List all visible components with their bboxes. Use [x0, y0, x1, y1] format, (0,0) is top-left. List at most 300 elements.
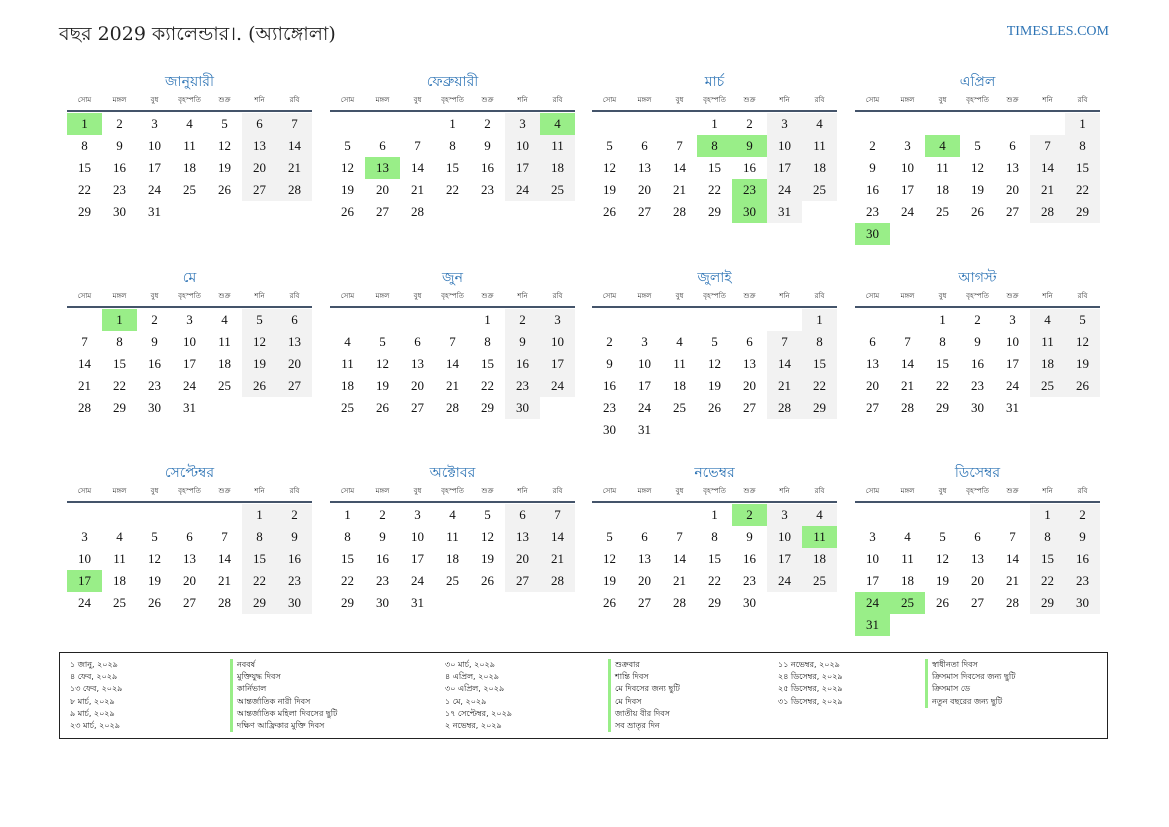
day-cell: 20	[971, 573, 984, 588]
day-cell: 3	[505, 113, 540, 135]
day-cell: 7	[1009, 529, 1016, 544]
weekday-header	[592, 485, 837, 503]
day-cell: 15	[1065, 157, 1100, 179]
weekday-label: শনি	[1042, 487, 1053, 495]
weekday-label: রবি	[552, 292, 563, 300]
day-cell: 8	[344, 529, 351, 544]
day-cell: 4	[116, 529, 123, 544]
day-cell: 8	[939, 334, 946, 349]
day-cell: 2	[974, 312, 981, 327]
day-cell: 25	[446, 573, 459, 588]
holiday-name: মে দিবস	[608, 696, 680, 708]
day-cell: 30	[743, 595, 756, 610]
empty-cell	[137, 504, 172, 526]
day-cell: 9	[151, 334, 158, 349]
empty-cell	[207, 504, 242, 526]
day-cell: 21	[411, 182, 424, 197]
day-cell: 10	[1006, 334, 1019, 349]
day-cell: 5	[484, 507, 491, 522]
day-cell: 11	[446, 529, 459, 544]
day-cell: 15	[708, 551, 721, 566]
day-cell: 9	[606, 356, 613, 371]
day-cell: 7	[81, 334, 88, 349]
holiday-day-cell: 1	[102, 309, 137, 331]
day-cell: 3	[186, 312, 193, 327]
day-cell: 11	[113, 551, 126, 566]
day-cell: 31	[767, 201, 802, 223]
day-cell: 27	[277, 375, 312, 397]
day-cell: 17	[638, 378, 651, 393]
day-cell: 19	[603, 182, 616, 197]
weekday-header	[855, 485, 1100, 503]
day-cell: 14	[78, 356, 91, 371]
day-cell: 23	[376, 573, 389, 588]
holiday-name: স্বাধীনতা দিবস	[925, 659, 1016, 671]
holiday-name: শান্তি দিবস	[608, 671, 680, 683]
day-cell: 19	[242, 353, 277, 375]
day-cell: 28	[1030, 201, 1065, 223]
day-cell: 20	[376, 182, 389, 197]
day-cell: 15	[341, 551, 354, 566]
day-cell: 6	[242, 113, 277, 135]
weekday-label: বৃহস্পতি	[178, 487, 201, 495]
day-cell: 12	[242, 331, 277, 353]
day-cell: 31	[411, 595, 424, 610]
month-2	[330, 72, 575, 223]
day-cell: 21	[277, 157, 312, 179]
day-grid	[855, 504, 1100, 636]
day-cell: 20	[277, 353, 312, 375]
day-cell: 12	[218, 138, 231, 153]
day-cell: 28	[218, 595, 231, 610]
day-cell: 12	[708, 356, 721, 371]
day-cell: 29	[708, 204, 721, 219]
weekday-label: সোম	[602, 487, 617, 495]
day-cell: 11	[183, 138, 196, 153]
day-cell: 4	[802, 113, 837, 135]
day-cell: 19	[708, 378, 721, 393]
day-cell: 30	[971, 400, 984, 415]
empty-cell	[172, 504, 207, 526]
day-cell: 28	[277, 179, 312, 201]
day-cell: 16	[866, 182, 879, 197]
weekday-label: শনি	[517, 96, 528, 104]
day-cell: 14	[1006, 551, 1019, 566]
holiday-name: দক্ষিণ আফ্রিকার মুক্তি দিবস	[230, 720, 337, 732]
day-cell: 1	[802, 309, 837, 331]
day-grid	[67, 113, 312, 223]
day-cell: 16	[505, 353, 540, 375]
day-cell: 22	[481, 378, 494, 393]
day-cell: 19	[341, 182, 354, 197]
weekday-label: সোম	[77, 292, 92, 300]
day-cell: 9	[869, 160, 876, 175]
empty-cell	[662, 504, 697, 526]
day-cell: 5	[606, 529, 613, 544]
day-cell: 24	[183, 378, 196, 393]
day-cell: 17	[148, 160, 161, 175]
day-cell: 26	[603, 595, 616, 610]
day-cell: 13	[743, 356, 756, 371]
weekday-label: মঙ্গল	[375, 96, 390, 104]
holiday-day-cell: 30	[732, 201, 767, 223]
day-cell: 22	[708, 182, 721, 197]
weekday-label: বুধ	[150, 487, 159, 495]
day-cell: 3	[1009, 312, 1016, 327]
day-cell: 30	[1065, 592, 1100, 614]
day-cell: 21	[901, 378, 914, 393]
day-cell: 20	[1006, 182, 1019, 197]
weekday-label: রবি	[814, 292, 825, 300]
day-cell: 17	[540, 353, 575, 375]
day-cell: 21	[540, 548, 575, 570]
day-cell: 14	[1030, 157, 1065, 179]
empty-cell	[627, 309, 662, 331]
day-cell: 6	[641, 529, 648, 544]
weekday-header	[330, 94, 575, 112]
holiday-date: ৮ মার্চ, ২০২৯	[70, 696, 115, 706]
weekday-label: রবি	[552, 487, 563, 495]
empty-cell	[435, 309, 470, 331]
day-cell: 12	[603, 160, 616, 175]
day-cell: 16	[743, 551, 756, 566]
day-cell: 10	[505, 135, 540, 157]
day-cell: 22	[78, 182, 91, 197]
day-cell: 1	[344, 507, 351, 522]
weekday-label: বুধ	[413, 487, 422, 495]
day-cell: 28	[673, 204, 686, 219]
day-cell: 4	[186, 116, 193, 131]
day-cell: 12	[603, 551, 616, 566]
weekday-label: শনি	[517, 487, 528, 495]
day-cell: 18	[802, 157, 837, 179]
day-cell: 28	[78, 400, 91, 415]
site-link[interactable]: TIMESLES.COM	[1006, 24, 1109, 39]
empty-cell	[890, 309, 925, 331]
day-cell: 1	[484, 312, 491, 327]
holiday-day-cell: 17	[67, 570, 102, 592]
day-cell: 7	[277, 113, 312, 135]
day-cell: 10	[901, 160, 914, 175]
day-cell: 7	[449, 334, 456, 349]
holiday-name: মে দিবসের জন্য ছুটি	[608, 683, 680, 695]
day-cell: 22	[1030, 570, 1065, 592]
day-cell: 28	[540, 570, 575, 592]
day-cell: 26	[481, 573, 494, 588]
day-cell: 4	[802, 504, 837, 526]
day-cell: 21	[673, 573, 686, 588]
day-cell: 8	[711, 529, 718, 544]
day-grid	[67, 504, 312, 614]
day-cell: 3	[904, 138, 911, 153]
day-cell: 7	[414, 138, 421, 153]
weekday-label: সোম	[340, 292, 355, 300]
day-cell: 16	[113, 160, 126, 175]
day-cell: 23	[505, 375, 540, 397]
day-cell: 27	[411, 400, 424, 415]
weekday-label: সোম	[865, 487, 880, 495]
day-cell: 15	[242, 548, 277, 570]
day-cell: 26	[603, 204, 616, 219]
day-grid	[592, 309, 837, 441]
day-cell: 11	[540, 135, 575, 157]
day-cell: 22	[802, 375, 837, 397]
day-cell: 2	[277, 504, 312, 526]
day-cell: 27	[183, 595, 196, 610]
day-cell: 7	[676, 138, 683, 153]
day-cell: 16	[148, 356, 161, 371]
day-cell: 25	[183, 182, 196, 197]
day-cell: 12	[376, 356, 389, 371]
day-cell: 23	[481, 182, 494, 197]
day-cell: 15	[708, 160, 721, 175]
day-cell: 25	[341, 400, 354, 415]
holiday-day-cell: 30	[855, 223, 890, 245]
month-10	[330, 463, 575, 614]
day-cell: 24	[1006, 378, 1019, 393]
day-cell: 31	[183, 400, 196, 415]
weekday-label: মঙ্গল	[900, 292, 915, 300]
holiday-name: সব ভ্রাতৃর দিন	[608, 720, 680, 732]
day-cell: 10	[767, 526, 802, 548]
day-cell: 5	[379, 334, 386, 349]
day-cell: 4	[221, 312, 228, 327]
weekday-label: বুধ	[413, 292, 422, 300]
day-cell: 20	[411, 378, 424, 393]
day-cell: 29	[113, 400, 126, 415]
day-cell: 16	[376, 551, 389, 566]
weekday-label: বুধ	[675, 96, 684, 104]
day-cell: 12	[1065, 331, 1100, 353]
day-cell: 4	[344, 334, 351, 349]
empty-cell	[995, 504, 1030, 526]
holiday-date: ২৩ মার্চ, ২০২৯	[70, 721, 120, 731]
day-cell: 15	[802, 353, 837, 375]
empty-cell	[627, 504, 662, 526]
day-cell: 14	[411, 160, 424, 175]
weekday-label: শুক্র	[1006, 487, 1019, 495]
day-cell: 31	[148, 204, 161, 219]
holiday-day-cell: 11	[802, 526, 837, 548]
day-cell: 16	[743, 160, 756, 175]
day-cell: 7	[904, 334, 911, 349]
day-cell: 19	[603, 573, 616, 588]
holiday-date: ২ নভেম্বর, ২০২৯	[445, 721, 502, 731]
weekday-label: মঙ্গল	[375, 487, 390, 495]
empty-cell	[855, 113, 890, 135]
day-cell: 18	[341, 378, 354, 393]
month-name: মে	[182, 270, 197, 286]
day-cell: 28	[446, 400, 459, 415]
empty-cell	[67, 504, 102, 526]
weekday-header	[67, 485, 312, 503]
month-3	[592, 72, 837, 223]
day-cell: 23	[743, 573, 756, 588]
day-cell: 26	[242, 375, 277, 397]
day-cell: 25	[218, 378, 231, 393]
holiday-date: ২৪ ডিসেম্বর, ২০২৯	[778, 672, 843, 682]
empty-cell	[592, 309, 627, 331]
day-cell: 26	[708, 400, 721, 415]
holiday-dates-column-2	[445, 659, 512, 732]
day-cell: 26	[971, 204, 984, 219]
day-cell: 18	[673, 378, 686, 393]
day-cell: 6	[869, 334, 876, 349]
weekday-label: রবি	[1077, 487, 1088, 495]
day-cell: 2	[1065, 504, 1100, 526]
day-cell: 2	[484, 116, 491, 131]
day-cell: 5	[151, 529, 158, 544]
day-cell: 22	[1065, 179, 1100, 201]
weekday-label: রবি	[814, 487, 825, 495]
weekday-label: সোম	[77, 96, 92, 104]
day-cell: 11	[936, 160, 949, 175]
day-cell: 20	[638, 182, 651, 197]
holiday-day-cell: 8	[697, 135, 732, 157]
month-name: আগস্ট	[958, 270, 997, 286]
day-cell: 1	[939, 312, 946, 327]
day-cell: 8	[1030, 526, 1065, 548]
day-cell: 26	[341, 204, 354, 219]
day-cell: 12	[936, 551, 949, 566]
day-grid	[67, 309, 312, 419]
empty-cell	[400, 309, 435, 331]
weekday-label: রবি	[289, 292, 300, 300]
weekday-label: শনি	[779, 487, 790, 495]
empty-cell	[995, 113, 1030, 135]
month-name: মার্চ	[704, 74, 725, 90]
holiday-date: ৯ মার্চ, ২০২৯	[70, 708, 115, 718]
day-cell: 24	[78, 595, 91, 610]
day-cell: 5	[1065, 309, 1100, 331]
day-cell: 2	[379, 507, 386, 522]
day-cell: 1	[1030, 504, 1065, 526]
holiday-name: মুক্তিযুদ্ধ দিবস	[230, 671, 337, 683]
day-cell: 9	[379, 529, 386, 544]
day-cell: 18	[540, 157, 575, 179]
weekday-label: শুক্র	[218, 487, 231, 495]
day-cell: 12	[481, 529, 494, 544]
holiday-day-cell: 13	[365, 157, 400, 179]
day-cell: 27	[743, 400, 756, 415]
day-cell: 23	[603, 400, 616, 415]
weekday-label: মঙ্গল	[900, 96, 915, 104]
day-cell: 23	[866, 204, 879, 219]
empty-cell	[592, 504, 627, 526]
day-cell: 20	[866, 378, 879, 393]
day-cell: 20	[743, 378, 756, 393]
day-cell: 10	[540, 331, 575, 353]
day-cell: 23	[148, 378, 161, 393]
day-cell: 10	[411, 529, 424, 544]
day-cell: 1	[449, 116, 456, 131]
day-cell: 30	[505, 397, 540, 419]
day-cell: 24	[901, 204, 914, 219]
empty-cell	[592, 113, 627, 135]
day-cell: 22	[446, 182, 459, 197]
day-cell: 21	[446, 378, 459, 393]
weekday-label: বৃহস্পতি	[178, 292, 201, 300]
holiday-name: ক্রিসমাস ডে	[925, 683, 1016, 695]
day-cell: 31	[638, 422, 651, 437]
day-grid	[330, 113, 575, 223]
holiday-day-cell: 4	[925, 135, 960, 157]
empty-cell	[697, 309, 732, 331]
weekday-label: রবি	[1077, 96, 1088, 104]
day-grid	[330, 504, 575, 614]
weekday-header	[330, 290, 575, 308]
day-cell: 29	[242, 592, 277, 614]
day-cell: 4	[676, 334, 683, 349]
weekday-label: বৃহস্পতি	[441, 96, 464, 104]
month-name: অক্টোবর	[429, 465, 476, 481]
day-cell: 13	[183, 551, 196, 566]
empty-cell	[330, 309, 365, 331]
day-cell: 3	[81, 529, 88, 544]
weekday-label: শনি	[517, 292, 528, 300]
weekday-header	[67, 290, 312, 308]
weekday-label: শনি	[1042, 292, 1053, 300]
day-cell: 2	[869, 138, 876, 153]
month-name: জুন	[442, 270, 463, 286]
day-cell: 26	[218, 182, 231, 197]
day-cell: 30	[376, 595, 389, 610]
day-cell: 17	[505, 157, 540, 179]
day-cell: 30	[603, 422, 616, 437]
holiday-date: ৩০ এপ্রিল, ২০২৯	[445, 684, 505, 694]
weekday-header	[330, 485, 575, 503]
empty-cell	[960, 504, 995, 526]
weekday-label: রবি	[814, 96, 825, 104]
day-cell: 3	[414, 507, 421, 522]
day-cell: 17	[183, 356, 196, 371]
day-cell: 9	[1065, 526, 1100, 548]
day-cell: 18	[936, 182, 949, 197]
day-cell: 5	[242, 309, 277, 331]
day-cell: 18	[901, 573, 914, 588]
day-cell: 23	[113, 182, 126, 197]
holiday-day-cell: 1	[67, 113, 102, 135]
holiday-date: ১ মে, ২০২৯	[445, 696, 487, 706]
day-cell: 18	[183, 160, 196, 175]
day-cell: 24	[767, 570, 802, 592]
day-cell: 10	[78, 551, 91, 566]
weekday-label: শুক্র	[481, 487, 494, 495]
day-cell: 19	[481, 551, 494, 566]
day-cell: 20	[183, 573, 196, 588]
day-cell: 1	[711, 116, 718, 131]
day-cell: 19	[218, 160, 231, 175]
day-cell: 30	[148, 400, 161, 415]
month-name: জানুয়ারী	[165, 74, 214, 90]
day-cell: 8	[242, 526, 277, 548]
month-name: নভেম্বর	[694, 465, 735, 481]
day-cell: 11	[802, 135, 837, 157]
weekday-header	[855, 94, 1100, 112]
holiday-name: শুক্রবার	[608, 659, 680, 671]
day-cell: 27	[505, 570, 540, 592]
holiday-name: আন্তর্জাতিক মহিলা দিবসের ছুটি	[230, 708, 337, 720]
weekday-label: শনি	[779, 96, 790, 104]
month-name: জুলাই	[697, 270, 732, 286]
day-cell: 16	[971, 356, 984, 371]
empty-cell	[662, 309, 697, 331]
day-cell: 25	[802, 179, 837, 201]
day-cell: 27	[376, 204, 389, 219]
weekday-label: সোম	[602, 96, 617, 104]
day-cell: 6	[379, 138, 386, 153]
day-cell: 2	[746, 116, 753, 131]
